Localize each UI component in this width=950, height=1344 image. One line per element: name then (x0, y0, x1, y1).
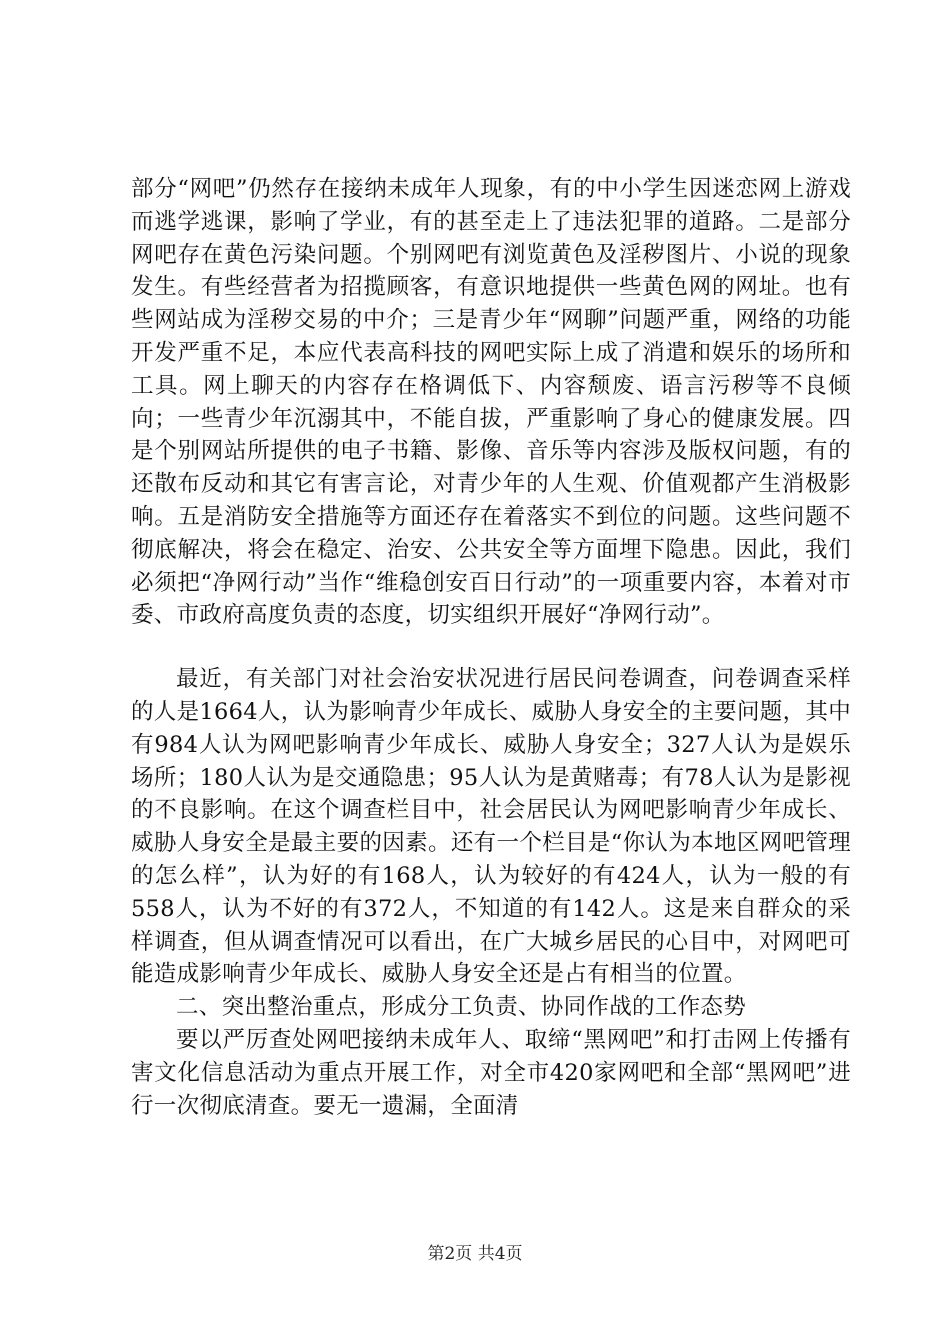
page-footer (0, 1242, 950, 1266)
document-body (131, 173, 851, 1122)
body-paragraph-1: 部分“网吧”仍然存在接纳未成年人现象，有的中小学生因迷恋网上游戏而逃学逃课，影响了学业，有的甚至走上了违法犯罪的道路。二是部分网吧存在黄色污染问题。个别网吧有浏览黄色及淫秽图片、小说的现象发生。有些经营者为招揽顾客，有意识地提供一些黄色网的网址。也有些网站成为淫秽交易的中介；三是青少年“网聊”问题严重，网络的功能开发严重不足，本应代表高科技的网吧实际上成了消遣和娱乐的场所和工具。网上聊天的内容存在格调低下、内容颓废、语言污秽等不良倾向；一些青少年沉溺其中，不能自拔，严重影响了身心的健康发展。四是个别网站所提供的电子书籍、影像、音乐等内容涉及版权问题，有的还散布反动和其它有害言论，对青少年的人生观、价值观都产生消极影响。五是消防安全措施等方面还存在着落实不到位的问题。这些问题不彻底解决，将会在稳定、治安、公共安全等方面埋下隐患。因此，我们必须把“净网行动”当作“维稳创安百日行动”的一项重要内容，本着对市委、市政府高度负责的态度，切实组织开展好“净网行动”。 (131, 176, 851, 629)
page-number-label: 第2页 共4页 (427, 1244, 523, 1264)
body-paragraph-2: 最近，有关部门对社会治安状况进行居民问卷调查，问卷调查采样的人是1664人，认为影响青少年成长、威胁人身安全的主要问题，其中有984人认为网吧影响青少年成长、威胁人身安全；327人认为是娱乐场所；180人认为是交通隐患；95人认为是黄赌毒；有78人认为是影视的不良影响。在这个调查栏目中，社会居民认为网吧影响青少年成长、威胁人身安全是最主要的因素。还有一个栏目是“你认为本地区网吧管理的怎么样”，认为好的有168人，认为较好的有424人，认为一般的有558人，认为不好的有372人，不知道的有142人。这是来自群众的采样调查，但从调查情况可以看出，在广大城乡居民的心目中，对网吧可能造成影响青少年成长、威胁人身安全还是占有相当的位置。 (131, 666, 851, 988)
body-paragraph-3: 要以严厉查处网吧接纳未成年人、取缔“黑网吧”和打击网上传播有害文化信息活动为重点开展工作，对全市420家网吧和全部“黑网吧”进行一次彻底清查。要无一遗漏，全面清 (131, 1026, 851, 1119)
section-heading: 二、突出整治重点，形成分工负责、协同作战的工作态势 (176, 994, 747, 1021)
